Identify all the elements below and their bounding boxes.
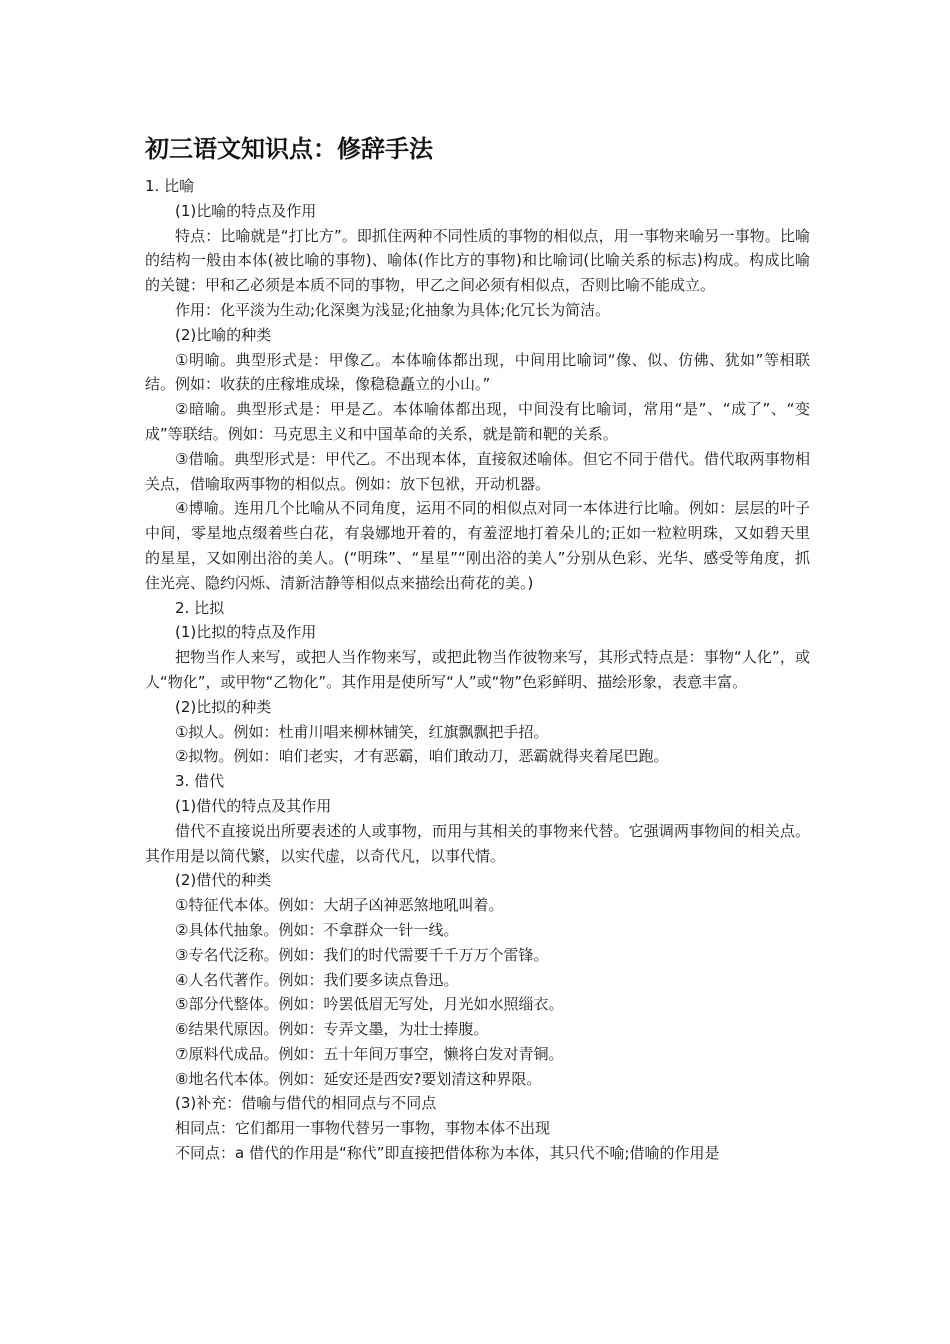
paragraph: 作用：化平淡为生动;化深奥为浅显;化抽象为具体;化冗长为简洁。 (175, 300, 611, 319)
paragraph: (2)比拟的种类 (175, 697, 272, 716)
paragraph: ②具体代抽象。例如：不拿群众一针一线。 (175, 920, 459, 939)
paragraph: (2)比喻的种类 (175, 325, 272, 344)
paragraph: (3)补充：借喻与借代的相同点与不同点 (175, 1094, 437, 1113)
paragraph: 相同点：它们都用一事物代替另一事物，事物本体不出现 (175, 1119, 551, 1138)
paragraph: ①特征代本体。例如：大胡子凶神恶煞地吼叫着。 (175, 896, 504, 915)
paragraph: ⑧地名代本体。例如：延安还是西安?要划清这种界限。 (175, 1069, 542, 1088)
paragraph: ③借喻。典型形式是：甲代乙。不出现本体，直接叙述喻体。但它不同于借代。借代取两事物相关点，借喻取两事物的相似点。例如：放下包袱，开动机器。 (145, 449, 810, 493)
paragraph: (1)比拟的特点及作用 (175, 623, 317, 642)
paragraph: ①拟人。例如：杜甫川唱来柳林铺笑，红旗飘飘把手招。 (175, 722, 549, 741)
paragraph: (1)借代的特点及其作用 (175, 796, 332, 815)
paragraph: ④人名代著作。例如：我们要多读点鲁迅。 (175, 970, 459, 989)
paragraph: (2)借代的种类 (175, 871, 272, 890)
paragraph: ③专名代泛称。例如：我们的时代需要千千万万个雷锋。 (175, 945, 549, 964)
paragraph: 2. 比拟 (175, 598, 225, 617)
paragraph: ①明喻。典型形式是：甲像乙。本体喻体都出现，中间用比喻词“像、似、仿佛、犹如”等相联结。例如：收获的庄稼堆成垛，像稳稳矗立的小山。” (145, 350, 810, 394)
paragraph: ⑤部分代整体。例如：吟罢低眉无写处，月光如水照缁衣。 (175, 995, 564, 1014)
paragraph: ⑥结果代原因。例如：专弄文墨，为壮士捧腹。 (175, 1020, 489, 1039)
paragraph: 1. 比喻 (145, 177, 195, 195)
paragraph: ②暗喻。典型形式是：甲是乙。本体喻体都出现，中间没有比喻词，常用“是”、“成了”、“变成”等联结。例如：马克思主义和中国革命的关系，就是箭和靶的关系。 (145, 400, 810, 443)
paragraph: ⑦原料代成品。例如：五十年间万事空，懒将白发对青铜。 (175, 1044, 564, 1063)
paragraph: ②拟物。例如：咱们老实，才有恶霸，咱们敢动刀，恶霸就得夹着尾巴跑。 (175, 747, 669, 766)
document-body (145, 174, 810, 1166)
paragraph: 不同点：a 借代的作用是“称代”即直接把借体称为本体，其只代不喻;借喻的作用是 (175, 1144, 720, 1163)
paragraph: 特点：比喻就是“打比方”。即抓住两种不同性质的事物的相似点，用一事物来喻另一事物。比喻的结构一般由本体(被比喻的事物)、喻体(作比方的事物)和比喻词(比喻关系的标志)构成。构成比喻的关键：甲和乙必须是本质不同的事物，甲乙之间必须有相似点，否则比喻不能成立。 (145, 226, 810, 295)
paragraph: (1)比喻的特点及作用 (175, 201, 317, 220)
paragraph: 借代不直接说出所要表述的人或事物，而用与其相关的事物来代替。它强调两事物间的相关点。其作用是以简代繁，以实代虚，以奇代凡，以事代情。 (145, 821, 810, 865)
paragraph: ④博喻。连用几个比喻从不同角度，运用不同的相似点对同一本体进行比喻。例如：层层的叶子中间，零星地点缀着些白花，有袅娜地开着的，有羞涩地打着朵儿的;正如一粒粒明珠，又如碧天里的星星，又如刚出浴的美人。(“明珠”、“星星”“刚出浴的美人”分别从色彩、光华、感受等角度，抓住光亮、隐约闪烁、清新洁静等相似点来描绘出荷花的美。) (145, 499, 810, 592)
document-title: 初三语文知识点：修辞手法 (145, 135, 433, 163)
document-page (145, 130, 810, 1166)
paragraph: 把物当作人来写，或把人当作物来写，或把此物当作彼物来写，其形式特点是：事物“人化”，或人“物化”，或甲物“乙物化”。其作用是使所写“人”或“物”色彩鲜明、描绘形象，表意丰富。 (145, 648, 810, 691)
paragraph: 3. 借代 (175, 772, 225, 791)
